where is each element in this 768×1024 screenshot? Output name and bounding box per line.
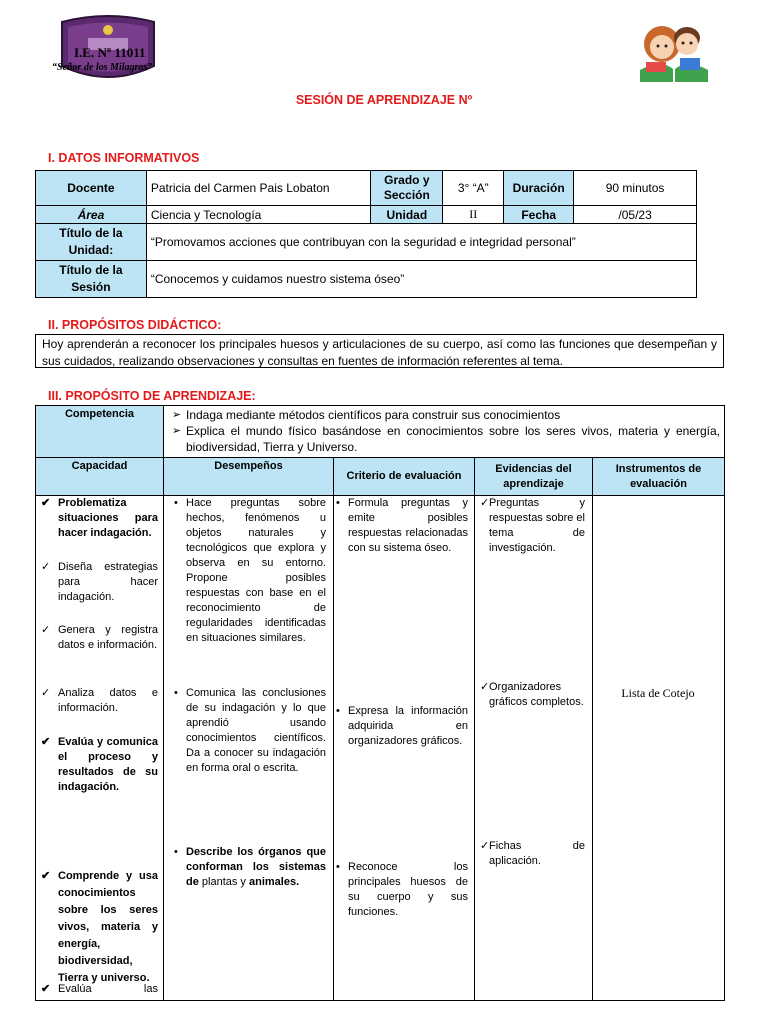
- arrow-bullet-icon: ➢: [172, 409, 182, 421]
- school-name: I.E. Nº 11011: [74, 45, 146, 60]
- checkmark-icon: ✔: [41, 497, 51, 509]
- table-row: [36, 496, 725, 1001]
- bullet-icon: •: [336, 705, 340, 717]
- list-item: ✓ Organizadores gráficos completos.: [480, 681, 584, 708]
- table-row: [36, 458, 725, 496]
- desempenos-cell: [164, 496, 334, 1001]
- instrumento-value: Lista de Cotejo: [621, 686, 695, 700]
- duracion-label: Duración: [504, 171, 574, 206]
- header-desempenos: Desempeños: [164, 458, 334, 496]
- list-item: ✓ Analiza datos e información.: [41, 687, 158, 714]
- list-item: • Describe los órganos que conforman los sistemas de plantas y animales.: [174, 846, 326, 888]
- grado-label: Grado y Sección: [371, 171, 443, 206]
- list-item: • Reconoce los principales huesos de su cuerpo y sus funciones.: [336, 861, 468, 918]
- docente-value: Patricia del Carmen Pais Lobaton: [146, 171, 371, 206]
- header-capacidad: Capacidad: [36, 458, 164, 496]
- list-item: ✓ Preguntas y respuestas sobre el tema de investigación.: [480, 497, 585, 554]
- duracion-value: 90 minutos: [574, 171, 697, 206]
- list-item: • Formula preguntas y emite posibles respuestas relacionadas con su sistema óseo.: [336, 497, 468, 554]
- proposito-aprendizaje-table: [35, 405, 725, 1001]
- table-row: [36, 206, 697, 224]
- titulo-sesion-value: “Conocemos y cuidamos nuestro sistema óseo”: [146, 261, 696, 298]
- checkmark-icon: ✓: [41, 687, 51, 699]
- competencia-label: Competencia: [36, 406, 164, 458]
- grado-value: 3° “A”: [443, 171, 504, 206]
- datos-informativos-table: [35, 170, 697, 298]
- school-motto: “Señor de los Milagros”: [52, 62, 153, 73]
- header-instrumentos: Instrumentos de evaluación: [593, 458, 725, 496]
- list-item: ✔ Evalúa las: [41, 983, 158, 995]
- unidad-label: Unidad: [371, 206, 443, 224]
- table-row: [36, 224, 697, 261]
- section-1-heading: I. DATOS INFORMATIVOS: [48, 151, 200, 165]
- checkmark-icon: ✓: [41, 624, 51, 636]
- proposito-didactico-text: Hoy aprenderán a reconocer los principales huesos y articulaciones de su cuerpo, así como las funciones que desempeñan y sus cuidados, realizando observaciones y consultas en fuentes de información referentes al tema.: [35, 334, 724, 368]
- section-2-heading: II. PROPÓSITOS DIDÁCTICO:: [48, 318, 222, 332]
- checkmark-icon: ✓: [41, 561, 51, 573]
- unidad-value: II: [443, 206, 504, 224]
- checkmark-icon: ✔: [41, 870, 51, 882]
- fecha-value: /05/23: [574, 206, 697, 224]
- list-item: ✓ Genera y registra datos e información.: [41, 624, 158, 651]
- children-reading-icon: [632, 14, 714, 86]
- bullet-icon: •: [174, 846, 178, 858]
- titulo-sesion-label: Título de la Sesión: [36, 261, 147, 298]
- table-row: [36, 261, 697, 298]
- list-item: ✓ Fichas de aplicación.: [480, 840, 585, 867]
- section-3-heading: III. PROPÓSITO DE APRENDIZAJE:: [48, 389, 256, 403]
- document-title: SESIÓN DE APRENDIZAJE Nº: [295, 93, 473, 107]
- titulo-unidad-label: Título de la Unidad:: [36, 224, 147, 261]
- docente-label: Docente: [36, 171, 147, 206]
- bullet-icon: •: [174, 687, 178, 699]
- list-item: ✔ Problematiza situaciones para hacer indagación.: [41, 497, 158, 539]
- list-item: ➢ Indaga mediante métodos científicos para construir sus conocimientos: [172, 408, 561, 422]
- list-item: ✔ Comprende y usa conocimientos sobre los seres vivos, materia y energía, biodiversidad, Tierra y universo.: [41, 870, 158, 984]
- bullet-icon: •: [174, 497, 178, 509]
- checkmark-icon: ✔: [41, 983, 51, 995]
- bullet-icon: •: [336, 497, 340, 509]
- header-evidencias: Evidencias del aprendizaje: [475, 458, 593, 496]
- list-item: • Hace preguntas sobre hechos, fenómenos u objetos naturales y tecnológicos que explora y observa en su entorno. Propone posibles respuestas con base en el reconocimiento de regularidades identificadas en situaciones similares.: [174, 497, 326, 644]
- list-item: ➢ Explica el mundo físico basándose en conocimientos sobre los seres vivos, materia y energía, biodiversidad, Tierra y Universo.: [172, 424, 720, 454]
- list-item: • Comunica las conclusiones de su indagación y lo que aprendió usando conocimientos científicos. Da a conocer su indagación en forma oral o escrita.: [174, 687, 326, 774]
- checkmark-icon: ✓: [480, 681, 490, 693]
- arrow-bullet-icon: ➢: [172, 425, 182, 437]
- competencias-cell: [164, 406, 725, 458]
- table-row: [36, 171, 697, 206]
- titulo-unidad-value: “Promovamos acciones que contribuyan con la seguridad e integridad personal”: [146, 224, 696, 261]
- fecha-label: Fecha: [504, 206, 574, 224]
- header-criterio: Criterio de evaluación: [334, 458, 475, 496]
- instrumentos-cell: [593, 496, 725, 1001]
- list-item: • Expresa la información adquirida en organizadores gráficos.: [336, 705, 468, 747]
- list-item: ✓ Diseña estrategias para hacer indagación.: [41, 561, 158, 603]
- evidencias-cell: [475, 496, 593, 1001]
- checkmark-icon: ✓: [480, 497, 490, 509]
- checkmark-icon: ✔: [41, 736, 51, 748]
- capacidades-cell: [36, 496, 164, 1001]
- criterios-cell: [334, 496, 475, 1001]
- area-label: Área: [36, 206, 147, 224]
- list-item: ✔ Evalúa y comunica el proceso y resultados de su indagación.: [41, 736, 158, 793]
- checkmark-icon: ✓: [480, 840, 490, 852]
- table-row: [36, 406, 725, 458]
- area-value: Ciencia y Tecnología: [146, 206, 371, 224]
- bullet-icon: •: [336, 861, 340, 873]
